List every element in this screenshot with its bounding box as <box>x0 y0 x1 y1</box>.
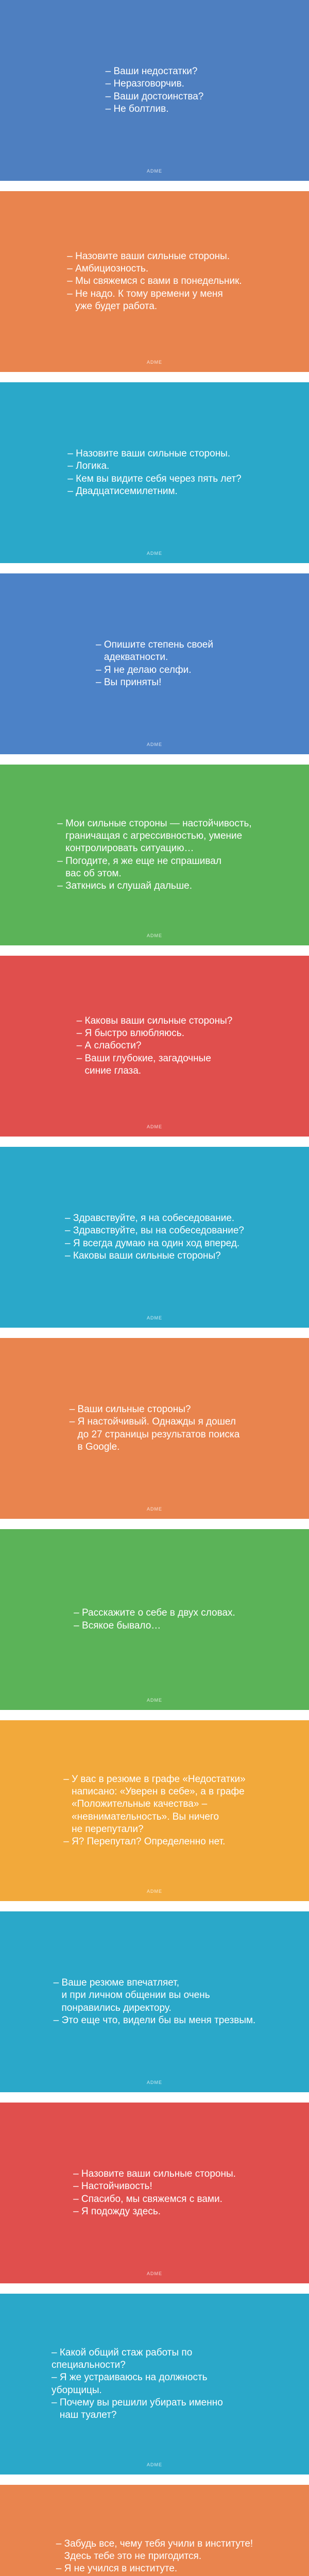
dialogue-line: адекватности. <box>96 652 168 663</box>
brand-watermark: ADME <box>146 2462 162 2467</box>
card-gap <box>0 754 309 765</box>
dialogue-card <box>0 1911 309 2092</box>
card-gap <box>0 1137 309 1147</box>
dialogue-line: – Кем вы видите себя через пять лет? <box>67 473 242 484</box>
dialogue-line: «невнимательность». Вы ничего <box>63 1811 219 1822</box>
dialogue-text <box>74 1607 235 1632</box>
dialogue-card <box>0 191 309 372</box>
dialogue-line: – Я не делаю селфи. <box>96 664 192 675</box>
dialogue-line: – Двадцатисемилетним. <box>67 485 178 497</box>
dialogue-line: – Каковы ваши сильные стороны? <box>76 1015 233 1026</box>
dialogue-line: – Опишите степень своей <box>96 639 213 650</box>
dialogue-line: и при личном общении вы очень <box>53 1990 210 2001</box>
dialogue-line: – Спасибо, мы свяжемся с вами. <box>73 2193 222 2205</box>
dialogue-card <box>0 2103 309 2283</box>
dialogue-card <box>0 0 309 181</box>
dialogue-line: – Амбициозность. <box>67 263 149 275</box>
dialogue-line: – Неразговорчив. <box>105 78 184 90</box>
dialogue-line: понравились директору. <box>53 2002 171 2013</box>
dialogue-line: уже будет работа. <box>67 300 158 312</box>
dialogue-line: в Google. <box>69 1441 120 1452</box>
dialogue-line: наш туалет? <box>52 2410 117 2421</box>
dialogue-card <box>0 2294 309 2475</box>
dialogue-card <box>0 1338 309 1519</box>
dialogue-text <box>52 2347 258 2422</box>
dialogue-card <box>0 573 309 754</box>
dialogue-text <box>96 639 213 689</box>
dialogue-line: до 27 страницы результатов поиска <box>69 1429 240 1440</box>
dialogue-line: контролировать ситуацию… <box>57 843 194 854</box>
dialogue-line: не перепутали? <box>63 1823 144 1835</box>
dialogue-line: – Погодите, я же еще не спрашивал <box>57 855 221 867</box>
dialogue-line: – Здравствуйте, вы на собеседование? <box>65 1225 244 1236</box>
dialogue-text <box>77 1015 233 1078</box>
dialogue-line: – Не надо. К тому времени у меня <box>67 288 223 299</box>
dialogue-line: написано: «Уверен в себе», а в графе <box>63 1786 245 1797</box>
dialogue-line: – Здравствуйте, я на собеседование. <box>65 1212 235 1224</box>
dialogue-line: – Ваши достоинства? <box>105 91 204 102</box>
brand-watermark: ADME <box>146 1315 162 1320</box>
dialogue-line: – Я? Перепутал? Определенно нет. <box>63 1836 226 1848</box>
card-gap <box>0 1519 309 1529</box>
dialogue-text <box>54 1977 256 2027</box>
dialogue-line: – Я подожду здесь. <box>73 2206 161 2217</box>
dialogue-line: – Всякое бывало… <box>74 1620 161 1631</box>
dialogue-line: вас об этом. <box>57 868 122 879</box>
card-gap <box>0 563 309 573</box>
dialogue-line: – Я не учился в институте. <box>56 2563 178 2574</box>
brand-watermark: ADME <box>146 1124 162 1129</box>
dialogue-line: – Вы приняты! <box>96 676 162 688</box>
dialogue-line: – Логика. <box>67 461 110 472</box>
card-gap <box>0 1710 309 1720</box>
dialogue-line: – Я быстро влюбляюсь. <box>76 1028 184 1039</box>
dialogue-line: – Я же устраиваюсь на должность уборщицы. <box>52 2372 210 2396</box>
card-gap <box>0 1328 309 1338</box>
card-gap <box>0 2475 309 2485</box>
dialogue-text <box>73 2168 236 2218</box>
dialogue-card <box>0 1529 309 1710</box>
dialogue-line: – Мы свяжемся с вами в понедельник. <box>67 276 242 287</box>
dialogue-line: – Почему вы решили убирать именно <box>52 2397 223 2408</box>
dialogue-text <box>70 1403 240 1453</box>
dialogue-line: – Назовите ваши сильные стороны. <box>73 2168 236 2179</box>
dialogue-line: – Мои сильные стороны — настойчивость, <box>57 818 252 829</box>
dialogue-text <box>63 1773 246 1849</box>
dialogue-line: – Ваши глубокие, загадочные <box>76 1053 211 1064</box>
card-gap <box>0 2092 309 2103</box>
card-gap <box>0 181 309 191</box>
dialogue-text <box>67 250 242 313</box>
dialogue-line: Здесь тебе это не пригодится. <box>56 2550 202 2562</box>
brand-watermark: ADME <box>146 2080 162 2085</box>
brand-watermark: ADME <box>146 551 162 556</box>
dialogue-line: – Какой общий стаж работы по специальности? <box>52 2347 195 2370</box>
brand-watermark: ADME <box>146 168 162 174</box>
dialogue-card <box>0 956 309 1137</box>
brand-watermark: ADME <box>146 1506 162 1512</box>
dialogue-line: – Каковы ваши сильные стороны? <box>65 1250 221 1261</box>
card-gap <box>0 2283 309 2294</box>
dialogue-text <box>56 2538 253 2576</box>
dialogue-text <box>106 65 204 115</box>
dialogue-card <box>0 1147 309 1328</box>
dialogue-line: – Ваши сильные стороны? <box>69 1403 191 1415</box>
brand-watermark: ADME <box>146 2271 162 2276</box>
dialogue-line: – Я всегда думаю на один ход вперед. <box>65 1238 240 1249</box>
brand-watermark: ADME <box>146 742 162 747</box>
dialogue-text <box>65 1212 244 1262</box>
dialogue-line: – Не болтлив. <box>105 103 169 114</box>
dialogue-line: – Назовите ваши сильные стороны. <box>67 448 231 459</box>
dialogue-line: – Настойчивость! <box>73 2181 152 2192</box>
dialogue-line: синие глаза. <box>76 1065 142 1076</box>
dialogue-line: – Забудь все, чему тебя учили в институте! <box>56 2538 253 2549</box>
brand-watermark: ADME <box>146 1889 162 1894</box>
dialogue-line: – Это еще что, видели бы вы меня трезвым. <box>53 2014 256 2026</box>
card-gap <box>0 1901 309 1911</box>
dialogue-line: «Положительные качества» – <box>63 1799 208 1810</box>
dialogue-line: – Заткнись и слушай дальше. <box>57 880 192 892</box>
dialogue-card <box>0 2485 309 2576</box>
dialogue-line: – Назовите ваши сильные стороны. <box>67 250 230 262</box>
dialogue-card <box>0 765 309 945</box>
dialogue-line: – Ваши недостатки? <box>105 65 198 77</box>
dialogue-line: – Расскажите о себе в двух словах. <box>74 1607 235 1619</box>
dialogue-card <box>0 1720 309 1901</box>
dialogue-line: – Я настойчивый. Однажды я дошел <box>69 1416 236 1428</box>
card-gap <box>0 945 309 956</box>
brand-watermark: ADME <box>146 360 162 365</box>
dialogue-text <box>67 448 241 498</box>
brand-watermark: ADME <box>146 933 162 938</box>
dialogue-line: граничащая с агрессивностью, умение <box>57 830 243 841</box>
brand-watermark: ADME <box>146 1698 162 1703</box>
dialogue-text <box>57 818 251 893</box>
dialogue-line: – А слабости? <box>76 1040 142 1052</box>
dialogue-line: – У вас в резюме в графе «Недостатки» <box>63 1773 246 1785</box>
card-gap <box>0 372 309 382</box>
dialogue-line: – Ваше резюме впечатляет, <box>53 1977 180 1988</box>
dialogue-card <box>0 382 309 563</box>
